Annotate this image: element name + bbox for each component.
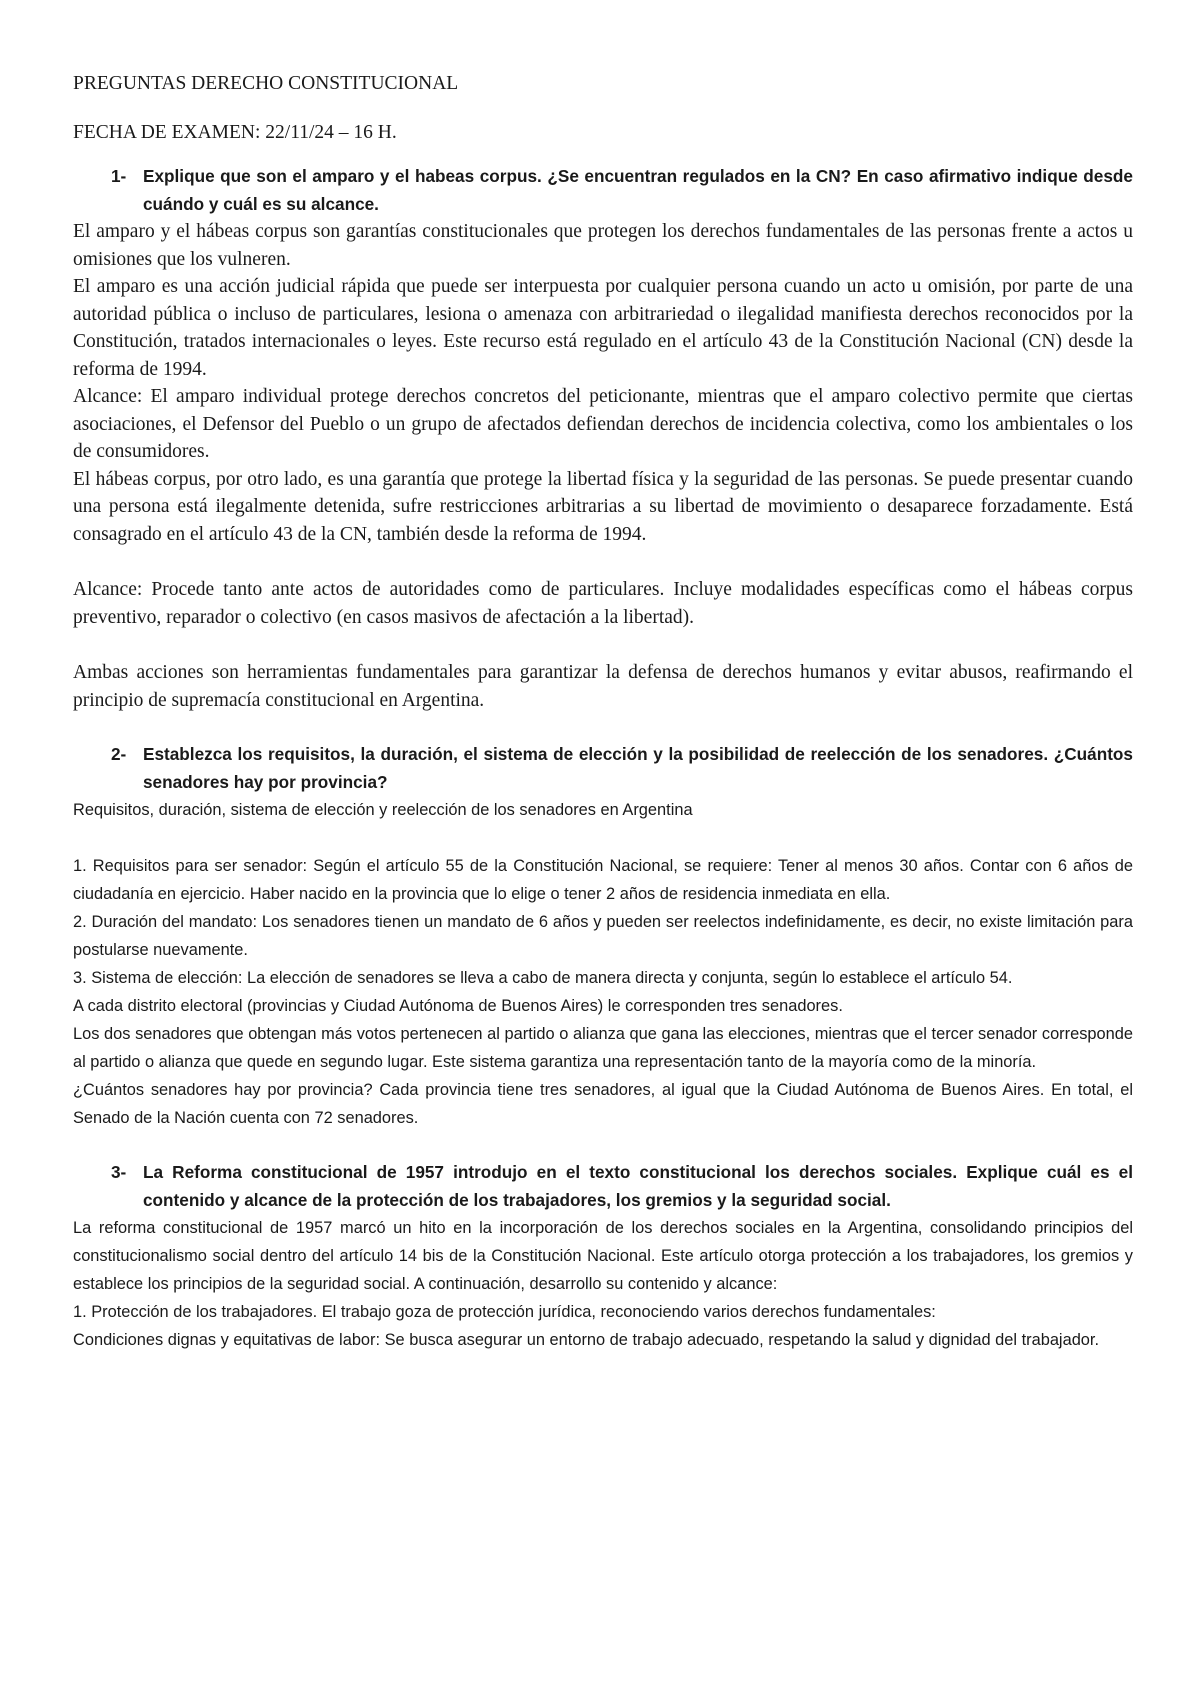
answer-paragraph: Los dos senadores que obtengan más votos pertenecen al partido o alianza que gana las elecciones, mientras que el tercer senador corresponde al partido o alianza que quede en segundo lugar. Este sistema garantiza una representación tanto de la mayoría como de la minoría. bbox=[73, 1025, 1133, 1071]
answer-paragraph: Condiciones dignas y equitativas de labor: Se busca asegurar un entorno de trabajo adecuado, respetando la salud y dignidad del trabajador. bbox=[73, 1331, 1100, 1349]
answer-paragraph: 2. Duración del mandato: Los senadores tienen un mandato de 6 años y pueden ser reelectos indefinidamente, es decir, no existe limitación para postularse nuevamente. bbox=[73, 913, 1133, 959]
question-number: 2- bbox=[111, 744, 127, 764]
answer-paragraph: Alcance: Procede tanto ante actos de autoridades como de particulares. Incluye modalidades específicas como el hábeas corpus preventivo, reparador o colectivo (en casos masivos de afectación a la libertad). bbox=[73, 579, 1133, 628]
document-page bbox=[73, 70, 1133, 1354]
question-3 bbox=[73, 1158, 1133, 1214]
question-number: 1- bbox=[111, 166, 127, 186]
question-text: La Reforma constitucional de 1957 introdujo en el texto constitucional los derechos sociales. Explique cuál es el contenido y alcance de la protección de los trabajadores, los gremios y la seguridad social. bbox=[143, 1162, 1133, 1210]
answer-1 bbox=[73, 218, 1133, 714]
answer-paragraph: 3. Sistema de elección: La elección de senadores se lleva a cabo de manera directa y conjunta, según lo establece el artículo 54. bbox=[73, 969, 1013, 987]
answer-paragraph: A cada distrito electoral (provincias y Ciudad Autónoma de Buenos Aires) le corresponden tres senadores. bbox=[73, 997, 843, 1015]
answer-3 bbox=[73, 1214, 1133, 1354]
answer-paragraph: El amparo y el hábeas corpus son garantías constitucionales que protegen los derechos fundamentales de las personas frente a actos u omisiones que los vulneren. bbox=[73, 221, 1133, 270]
answer-subtitle: Requisitos, duración, sistema de elección y reelección de los senadores en Argentina bbox=[73, 801, 693, 819]
answer-paragraph: 1. Requisitos para ser senador: Según el artículo 55 de la Constitución Nacional, se requiere: Tener al menos 30 años. Contar con 6 años de ciudadanía en ejercicio. Haber nacido en la provincia que lo elige o tener 2 años de residencia inmediata en ella. bbox=[73, 857, 1133, 903]
question-number: 3- bbox=[111, 1162, 127, 1182]
answer-paragraph: El amparo es una acción judicial rápida que puede ser interpuesta por cualquier persona cuando un acto u omisión, por parte de una autoridad pública o incluso de particulares, lesiona o amenaza con arbitrariedad o ilegalidad manifiesta derechos reconocidos por la Constitución, tratados internacionales o leyes. Este recurso está regulado en el artículo 43 de la Constitución Nacional (CN) desde la reforma de 1994. bbox=[73, 276, 1133, 380]
document-title: PREGUNTAS DERECHO CONSTITUCIONAL bbox=[73, 73, 459, 94]
answer-paragraph: El hábeas corpus, por otro lado, es una garantía que protege la libertad física y la seguridad de las personas. Se puede presentar cuando una persona está ilegalmente detenida, sufre restricciones arbitrarias a su libertad de movimiento o desaparece forzadamente. Está consagrado en el artículo 43 de la CN, también desde la reforma de 1994. bbox=[73, 468, 1133, 545]
question-1 bbox=[73, 162, 1133, 218]
answer-paragraph: La reforma constitucional de 1957 marcó un hito en la incorporación de los derechos sociales en la Argentina, consolidando principios del constitucionalismo social dentro del artículo 14 bis de la Constitución Nacional. Este artículo otorga protección a los trabajadores, los gremios y establece los principios de la seguridad social. A continuación, desarrollo su contenido y alcance: bbox=[73, 1219, 1133, 1293]
answer-paragraph: 1. Protección de los trabajadores. El trabajo goza de protección jurídica, reconociendo varios derechos fundamentales: bbox=[73, 1303, 936, 1321]
question-text: Explique que son el amparo y el habeas corpus. ¿Se encuentran regulados en la CN? En caso afirmativo indique desde cuándo y cuál es su alcance. bbox=[143, 166, 1133, 214]
question-2 bbox=[73, 740, 1133, 796]
exam-date: FECHA DE EXAMEN: 22/11/24 – 16 H. bbox=[73, 122, 397, 143]
answer-paragraph: ¿Cuántos senadores hay por provincia? Cada provincia tiene tres senadores, al igual que la Ciudad Autónoma de Buenos Aires. En total, el Senado de la Nación cuenta con 72 senadores. bbox=[73, 1081, 1133, 1127]
answer-paragraph: Ambas acciones son herramientas fundamentales para garantizar la defensa de derechos humanos y evitar abusos, reafirmando el principio de supremacía constitucional en Argentina. bbox=[73, 662, 1133, 711]
question-text: Establezca los requisitos, la duración, el sistema de elección y la posibilidad de reelección de los senadores. ¿Cuántos senadores hay por provincia? bbox=[143, 744, 1133, 792]
answer-paragraph: Alcance: El amparo individual protege derechos concretos del peticionante, mientras que el amparo colectivo permite que ciertas asociaciones, el Defensor del Pueblo o un grupo de afectados defiendan derechos de incidencia colectiva, como los ambientales o los de consumidores. bbox=[73, 386, 1133, 462]
answer-2 bbox=[73, 796, 1133, 1132]
